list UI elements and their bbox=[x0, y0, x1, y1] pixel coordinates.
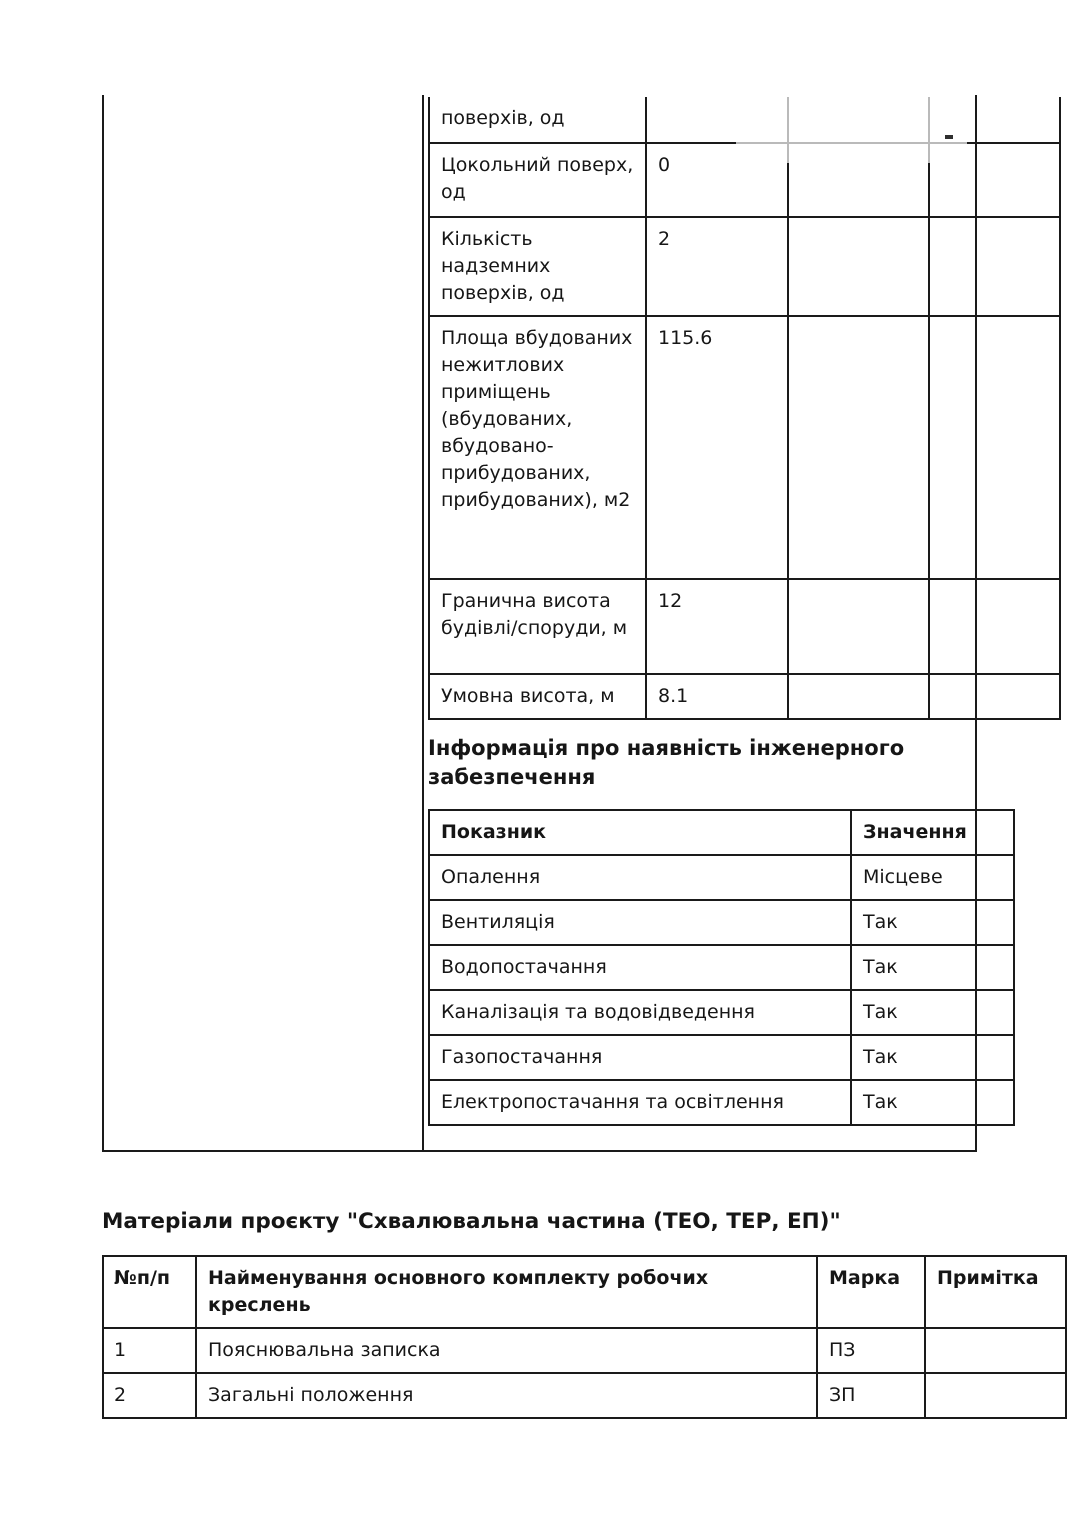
service-name-cell: Електропостачання та освітлення bbox=[429, 1080, 851, 1125]
render-artifact-dash bbox=[945, 135, 953, 139]
table-row bbox=[429, 990, 1014, 1035]
material-mark-cell: ПЗ bbox=[817, 1328, 925, 1373]
characteristic-label-cell: Площа вбудованих нежитлових приміщень (вбудованих, вбудовано-прибудованих, прибудованих), м2 bbox=[429, 316, 646, 579]
characteristic-label-cell: Умовна висота, м bbox=[429, 674, 646, 719]
table-row bbox=[429, 316, 1060, 579]
table-row bbox=[103, 1328, 1066, 1373]
table-header-row bbox=[103, 1256, 1066, 1328]
materials-table bbox=[102, 1255, 1067, 1419]
materials-section-heading: Матеріали проєкту "Схвалювальна частина (ТЕО, ТЕР, ЕП)" bbox=[102, 1209, 841, 1234]
table-row bbox=[429, 900, 1014, 945]
table-row bbox=[429, 217, 1060, 316]
empty-cell bbox=[788, 316, 929, 579]
material-number-cell: 1 bbox=[103, 1328, 196, 1373]
table-row bbox=[429, 945, 1014, 990]
table-header-row bbox=[429, 810, 1014, 855]
service-value-cell: Місцеве bbox=[851, 855, 1014, 900]
characteristic-label-cell: поверхів, од bbox=[429, 97, 646, 143]
column-header-mark: Марка bbox=[817, 1256, 925, 1328]
table-row bbox=[429, 1035, 1014, 1080]
characteristic-value-cell: 8.1 bbox=[646, 674, 788, 719]
material-note-cell bbox=[925, 1328, 1066, 1373]
service-value-cell: Так bbox=[851, 945, 1014, 990]
characteristic-label-cell: Цокольний поверх, од bbox=[429, 143, 646, 217]
empty-cell bbox=[788, 579, 929, 674]
table-row bbox=[429, 855, 1014, 900]
empty-cell bbox=[929, 217, 1060, 316]
service-name-cell: Опалення bbox=[429, 855, 851, 900]
characteristic-value-cell: 12 bbox=[646, 579, 788, 674]
service-name-cell: Каналізація та водовідведення bbox=[429, 990, 851, 1035]
outer-table-column-divider bbox=[422, 95, 424, 1150]
characteristic-label-cell: Гранична висота будівлі/споруди, м bbox=[429, 579, 646, 674]
building-characteristics-table bbox=[428, 97, 1061, 720]
characteristic-value-cell: 0 bbox=[646, 143, 788, 217]
service-name-cell: Газопостачання bbox=[429, 1035, 851, 1080]
service-value-cell: Так bbox=[851, 1080, 1014, 1125]
table-row bbox=[429, 1080, 1014, 1125]
table-row bbox=[429, 579, 1060, 674]
empty-cell bbox=[929, 316, 1060, 579]
column-header-name: Найменування основного комплекту робочих креслень bbox=[196, 1256, 817, 1328]
service-value-cell: Так bbox=[851, 1035, 1014, 1080]
material-name-cell: Загальні положення bbox=[196, 1373, 817, 1418]
column-header-indicator: Показник bbox=[429, 810, 851, 855]
render-artifact-overlay bbox=[736, 90, 967, 163]
characteristic-label-cell: Кількість надземних поверхів, од bbox=[429, 217, 646, 316]
engineering-section-heading: Інформація про наявність інженерного забезпечення bbox=[428, 736, 905, 789]
characteristic-value-cell: 2 bbox=[646, 217, 788, 316]
column-header-value: Значення bbox=[851, 810, 1014, 855]
service-value-cell: Так bbox=[851, 900, 1014, 945]
column-header-note: Примітка bbox=[925, 1256, 1066, 1328]
material-mark-cell: ЗП bbox=[817, 1373, 925, 1418]
table-row bbox=[429, 674, 1060, 719]
material-name-cell: Пояснювальна записка bbox=[196, 1328, 817, 1373]
empty-cell bbox=[788, 217, 929, 316]
engineering-services-table bbox=[428, 809, 1015, 1126]
empty-cell bbox=[929, 674, 1060, 719]
service-value-cell: Так bbox=[851, 990, 1014, 1035]
empty-cell bbox=[929, 579, 1060, 674]
characteristic-value-cell: 115.6 bbox=[646, 316, 788, 579]
material-number-cell: 2 bbox=[103, 1373, 196, 1418]
table-row bbox=[103, 1373, 1066, 1418]
service-name-cell: Водопостачання bbox=[429, 945, 851, 990]
service-name-cell: Вентиляція bbox=[429, 900, 851, 945]
column-header-number: №п/п bbox=[103, 1256, 196, 1328]
empty-cell bbox=[788, 674, 929, 719]
material-note-cell bbox=[925, 1373, 1066, 1418]
